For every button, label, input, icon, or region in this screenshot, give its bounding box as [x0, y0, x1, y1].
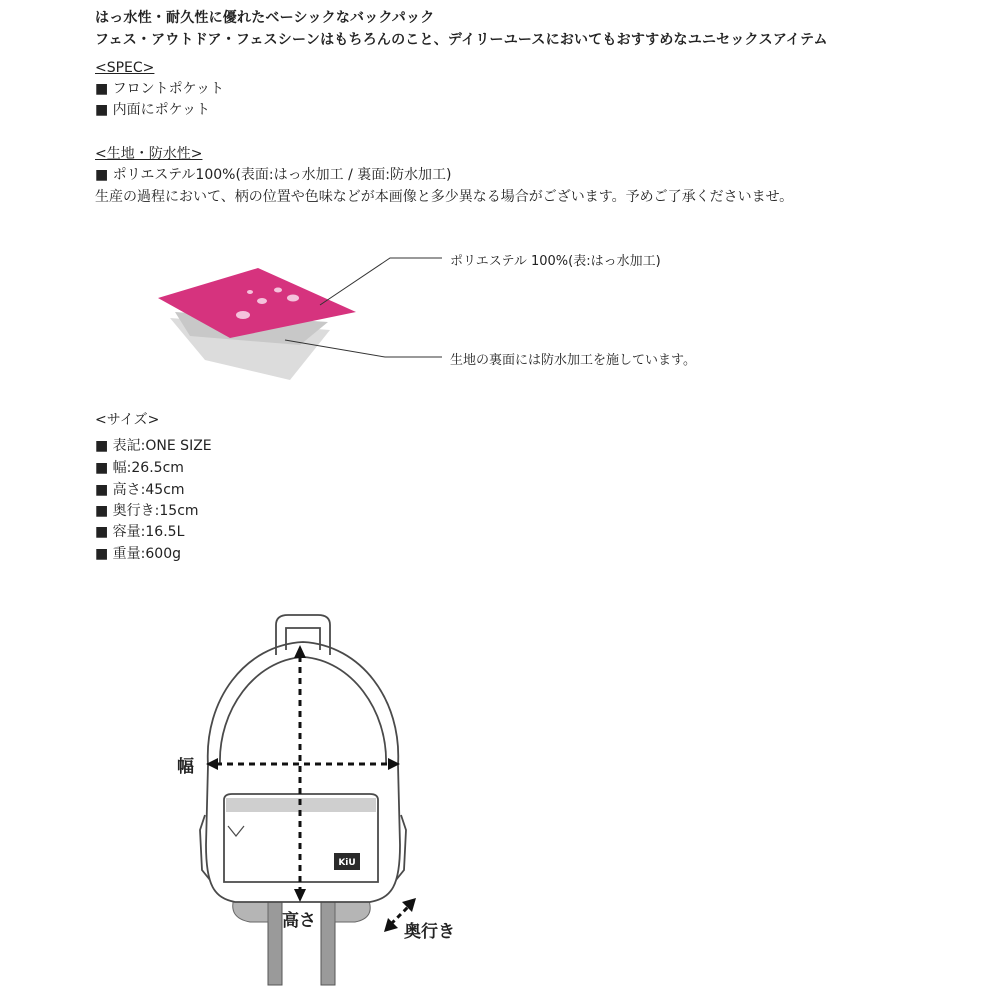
size-item-weight: ■ 重量:600g — [95, 546, 182, 562]
logo-text: KiU — [338, 858, 356, 868]
width-label: 幅 — [177, 757, 194, 777]
size-item-height: ■ 高さ:45cm — [95, 482, 185, 498]
logo-badge — [334, 853, 360, 870]
fabric-label-bottom: 生地の裏面には防水加工を施しています。 — [450, 353, 696, 368]
size-item-capacity: ■ 容量:16.5L — [95, 524, 185, 540]
fabric-label-top: ポリエステル 100%(表:はっ水加工) — [450, 254, 661, 269]
height-label: 高さ — [282, 911, 316, 931]
material-heading: <生地・防水性> — [95, 146, 203, 162]
size-heading: <サイズ> — [95, 412, 160, 428]
material-note: 生産の過程において、柄の位置や色味などが本画像と多少異なる場合がございます。予めご了承くださいませ。 — [95, 189, 794, 205]
spec-item-inner-pocket: ■ 内面にポケット — [95, 102, 210, 118]
size-item-depth: ■ 奥行き:15cm — [95, 503, 199, 519]
depth-label: 奥行き — [404, 922, 455, 942]
intro-line-1: はっ水性・耐久性に優れたベーシックなバックパック — [95, 10, 435, 26]
material-item: ■ ポリエステル100%(表面:はっ水加工 / 裏面:防水加工) — [95, 167, 452, 183]
size-item-width: ■ 幅:26.5cm — [95, 460, 184, 476]
spec-item-front-pocket: ■ フロントポケット — [95, 81, 224, 97]
intro-line-2: フェス・アウトドア・フェスシーンはもちろんのこと、デイリーユースにおいてもおすすめなユニセックスアイテム — [95, 32, 828, 48]
size-item-notation: ■ 表記:ONE SIZE — [95, 438, 212, 454]
spec-heading: <SPEC> — [95, 60, 155, 76]
